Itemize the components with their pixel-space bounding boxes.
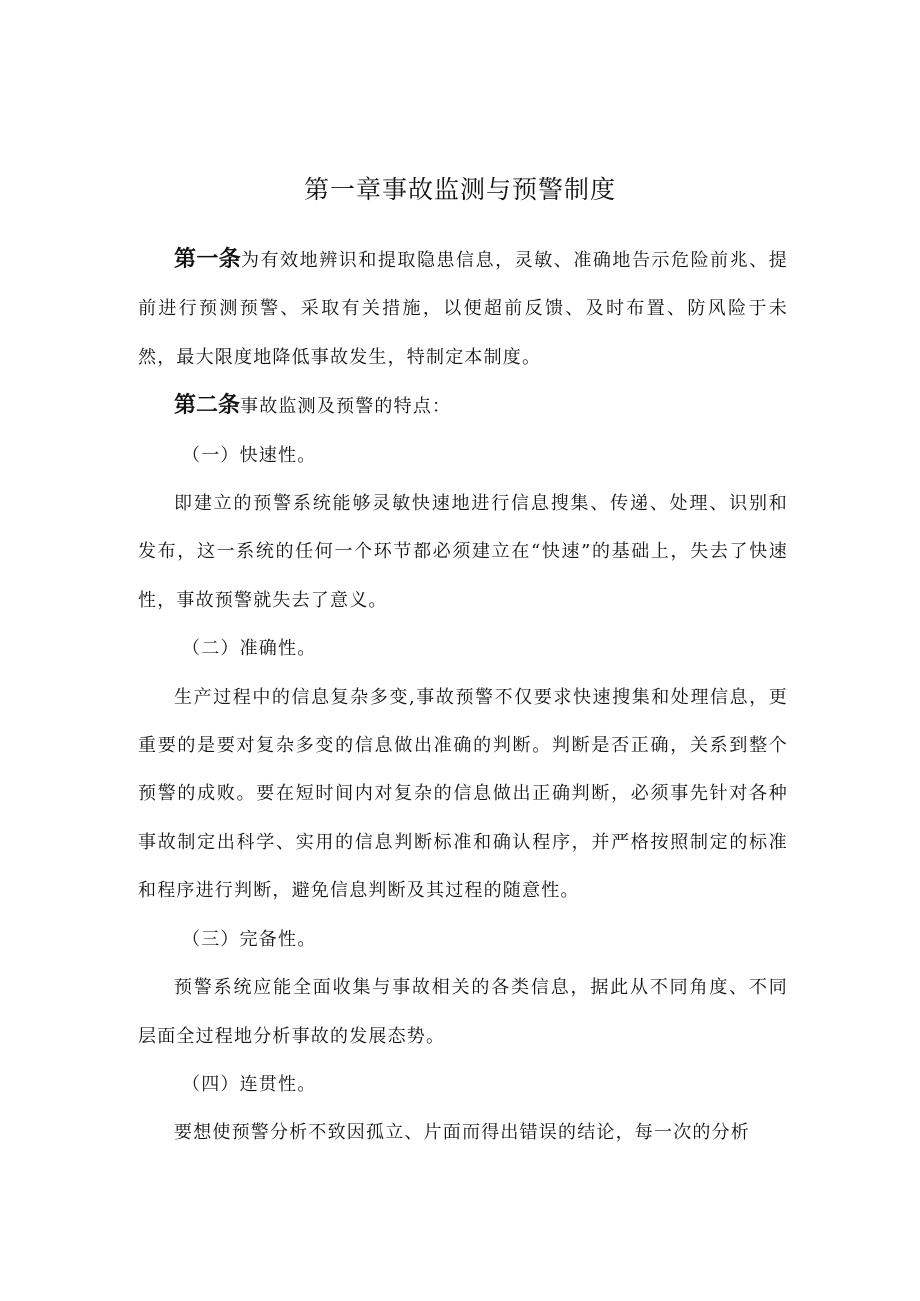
- article-2-text: 事故监测及预警的特点：: [240, 396, 452, 418]
- document-body: [138, 236, 788, 1158]
- article-2-label: 第二条: [174, 393, 241, 419]
- chapter-title: 第一章事故监测与预警制度: [303, 175, 616, 204]
- item-4-text: 要想使预警分析不致因孤立、片面而得出错误的结论，每一次的分析: [174, 1122, 750, 1144]
- item-3-text: 预警系统应能全面收集与事故相关的各类信息，据此从不同角度、不同层面全过程地分析事故的发展态势。: [138, 977, 788, 1047]
- article-1-text: 为有效地辨识和提取隐患信息，灵敏、准确地告示危险前兆、提前进行预测预警、采取有关措施，以便超前反馈、及时布置、防风险于未然，最大限度地降低事故发生，特制定本制度。: [138, 250, 788, 368]
- item-3-heading: （三）完备性。: [182, 928, 317, 950]
- article-1-paragraph: [138, 236, 788, 382]
- item-1-text: 即建立的预警系统能够灵敏快速地进行信息搜集、传递、处理、识别和发布，这一系统的任何一个环节都必须建立在“快速”的基础上，失去了快速性，事故预警就失去了意义。: [138, 493, 788, 611]
- item-1-heading: （一）快速性。: [182, 444, 317, 466]
- article-2-paragraph: [138, 382, 788, 431]
- article-1-label: 第一条: [174, 247, 242, 272]
- item-2-heading: （二）准确性。: [182, 638, 317, 660]
- item-2-text: 生产过程中的信息复杂多变,事故预警不仅要求快速搜集和处理信息，更重要的是要对复杂多变的信息做出准确的判断。判断是否正确，关系到整个预警的成败。要在短时间内对复杂的信息做出正确判断，必须事先针对各种事故制定出科学、实用的信息判断标准和确认程序，并严格按照制定的标准和程序进行判断，避免信息判断及其过程的随意性。: [138, 686, 788, 902]
- item-4-heading: （四）连贯性。: [182, 1073, 317, 1095]
